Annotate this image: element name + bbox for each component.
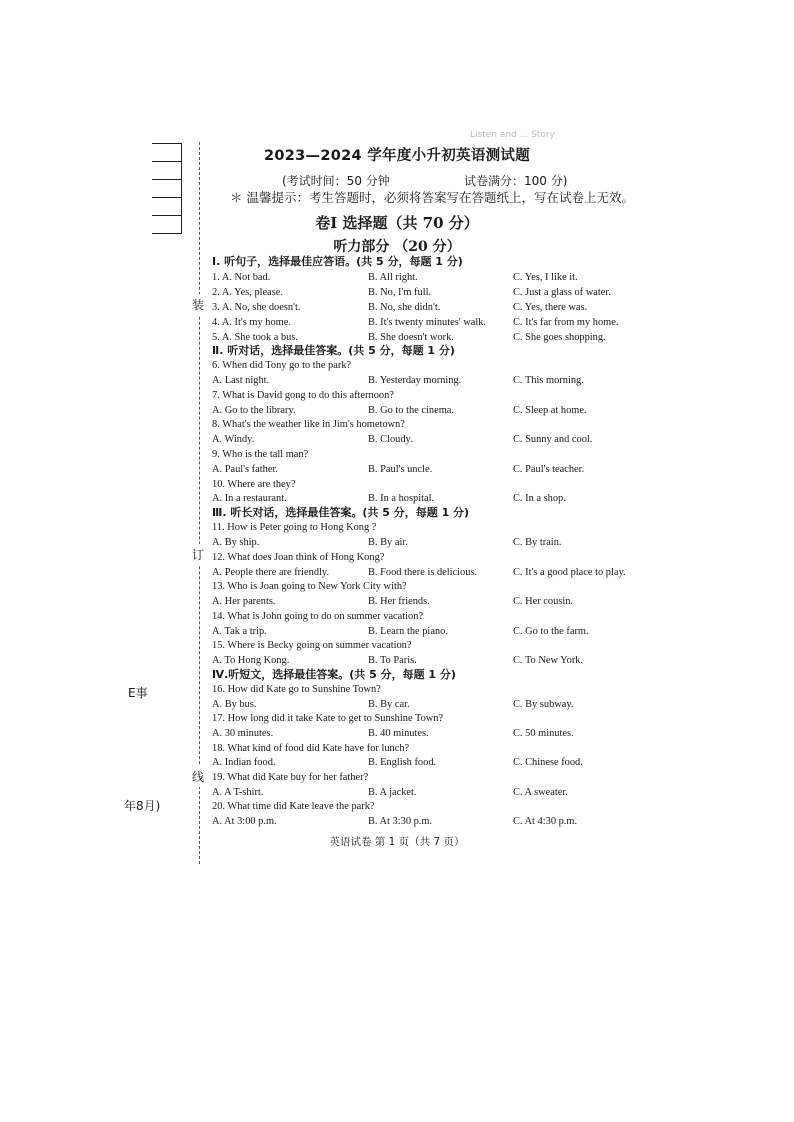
option-5c: C. She goes shopping. — [513, 332, 606, 343]
option-14c: C. Go to the farm. — [513, 626, 589, 637]
option-6c: C. This morning. — [513, 375, 584, 386]
option-1c: C. Yes, I like it. — [513, 272, 578, 283]
option-13a: A. Her parents. — [212, 596, 276, 607]
option-3c: C. Yes, there was. — [513, 302, 588, 313]
binding-char-ding: 订 — [192, 544, 204, 565]
question-20: 20. What time did Kate leave the park? — [212, 801, 375, 812]
option-18c: C. Chinese food. — [513, 757, 583, 768]
option-7a: A. Go to the library. — [212, 405, 296, 416]
section-title-2: Ⅱ. 听对话，选择最佳答案。(共 5 分，每题 1 分) — [212, 344, 455, 357]
question-14: 14. What is John going to do on summer vacation? — [212, 611, 424, 622]
side-fragment-2: 年8月) — [124, 799, 161, 813]
option-17a: A. 30 minutes. — [212, 728, 274, 739]
option-12c: C. It's a good place to play. — [513, 567, 626, 578]
faint-watermark-text: Listen and ... Story — [470, 130, 555, 140]
question-12: 12. What does Joan think of Hong Kong? — [212, 552, 385, 563]
option-10c: C. In a shop. — [513, 493, 566, 504]
option-19a: A. A T-shirt. — [212, 787, 264, 798]
option-20c: C. At 4:30 p.m. — [513, 816, 578, 827]
option-13c: C. Her cousin. — [513, 596, 574, 607]
option-19c: C. A sweater. — [513, 787, 568, 798]
section-title-3: Ⅲ. 听长对话，选择最佳答案。(共 5 分，每题 1 分) — [212, 506, 470, 519]
option-4b: B. It's twenty minutes' walk. — [368, 317, 487, 328]
question-7: 7. What is David gong to do this afternoon? — [212, 390, 394, 401]
option-15a: A. To Hong Kong. — [212, 655, 290, 666]
option-11a: A. By ship. — [212, 537, 260, 548]
option-18a: A. Indian food. — [212, 757, 276, 768]
option-19b: B. A jacket. — [368, 787, 417, 798]
question-15: 15. Where is Becky going on summer vacation? — [212, 640, 412, 651]
option-8b: B. Cloudy. — [368, 434, 413, 445]
option-6a: A. Last night. — [212, 375, 270, 386]
option-2c: C. Just a glass of water. — [513, 287, 611, 298]
option-14a: A. Tak a trip. — [212, 626, 267, 637]
option-7c: C. Sleep at home. — [513, 405, 587, 416]
question-19: 19. What did Kate buy for her father? — [212, 772, 369, 783]
option-5b: B. She doesn't work. — [368, 332, 454, 343]
binding-char-zhuang: 装 — [192, 294, 204, 315]
option-9c: C. Paul's teacher. — [513, 464, 585, 475]
option-17b: B. 40 minutes. — [368, 728, 429, 739]
option-10a: A. In a restaurant. — [212, 493, 287, 504]
option-20a: A. At 3:00 p.m. — [212, 816, 277, 827]
question-9: 9. Who is the tall man? — [212, 449, 309, 460]
side-fragment-1: E事 — [128, 686, 148, 700]
option-4a: 4. A. It's my home. — [212, 317, 291, 328]
option-11b: B. By air. — [368, 537, 408, 548]
section-title-1: Ⅰ. 听句子，选择最佳应答语。(共 5 分，每题 1 分) — [212, 255, 463, 268]
option-6b: B. Yesterday morning. — [368, 375, 462, 386]
option-1b: B. All right. — [368, 272, 418, 283]
question-16: 16. How did Kate go to Sunshine Town? — [212, 684, 381, 695]
question-13: 13. Who is Joan going to New York City with? — [212, 581, 407, 592]
binding-char-xian: 线 — [192, 766, 204, 787]
exam-title: 2023—2024 学年度小升初英语测试题 — [263, 148, 531, 164]
question-17: 17. How long did it take Kate to get to Sunshine Town? — [212, 713, 444, 724]
part-heading: 听力部分 （20 分） — [333, 239, 461, 255]
option-13b: B. Her friends. — [368, 596, 430, 607]
option-12b: B. Food there is delicious. — [368, 567, 478, 578]
exam-tip: ＊ 温馨提示：考生答题时，必须将答案写在答题纸上，写在试卷上无效。 — [230, 190, 634, 205]
page-footer: 英语试卷 第 1 页（共 7 页） — [329, 836, 465, 848]
question-11: 11. How is Peter going to Hong Kong ? — [212, 522, 377, 533]
option-7b: B. Go to the cinema. — [368, 405, 454, 416]
option-16c: C. By subway. — [513, 699, 574, 710]
question-10: 10. Where are they? — [212, 479, 296, 490]
option-9b: B. Paul's uncle. — [368, 464, 433, 475]
option-4c: C. It's far from my home. — [513, 317, 619, 328]
option-3b: B. No, she didn't. — [368, 302, 441, 313]
option-1a: 1. A. Not bad. — [212, 272, 271, 283]
option-11c: C. By train. — [513, 537, 562, 548]
option-2a: 2. A. Yes, please. — [212, 287, 284, 298]
option-5a: 5. A. She took a bus. — [212, 332, 299, 343]
option-15c: C. To New York. — [513, 655, 584, 666]
question-6: 6. When did Tony go to the park? — [212, 360, 352, 371]
volume-heading: 卷Ⅰ 选择题（共 70 分） — [315, 214, 479, 232]
question-18: 18. What kind of food did Kate have for lunch? — [212, 743, 410, 754]
exam-score: 试卷满分：100 分) — [464, 174, 568, 188]
option-3a: 3. A. No, she doesn't. — [212, 302, 301, 313]
option-14b: B. Learn the piano. — [368, 626, 448, 637]
exam-time: (考试时间：50 分钟 — [282, 174, 390, 188]
question-8: 8. What's the weather like in Jim's hometown? — [212, 419, 405, 430]
option-10b: B. In a hospital. — [368, 493, 435, 504]
option-16b: B. By car. — [368, 699, 410, 710]
option-16a: A. By bus. — [212, 699, 257, 710]
option-2b: B. No, I'm full. — [368, 287, 432, 298]
option-8c: C. Sunny and cool. — [513, 434, 593, 445]
option-17c: C. 50 minutes. — [513, 728, 574, 739]
option-8a: A. Windy. — [212, 434, 255, 445]
option-12a: A. People there are friendly. — [212, 567, 330, 578]
section-title-4: Ⅳ.听短文，选择最佳答案。(共 5 分，每题 1 分) — [212, 668, 456, 681]
option-18b: B. English food. — [368, 757, 437, 768]
option-15b: B. To Paris. — [368, 655, 417, 666]
option-20b: B. At 3:30 p.m. — [368, 816, 433, 827]
option-9a: A. Paul's father. — [212, 464, 278, 475]
